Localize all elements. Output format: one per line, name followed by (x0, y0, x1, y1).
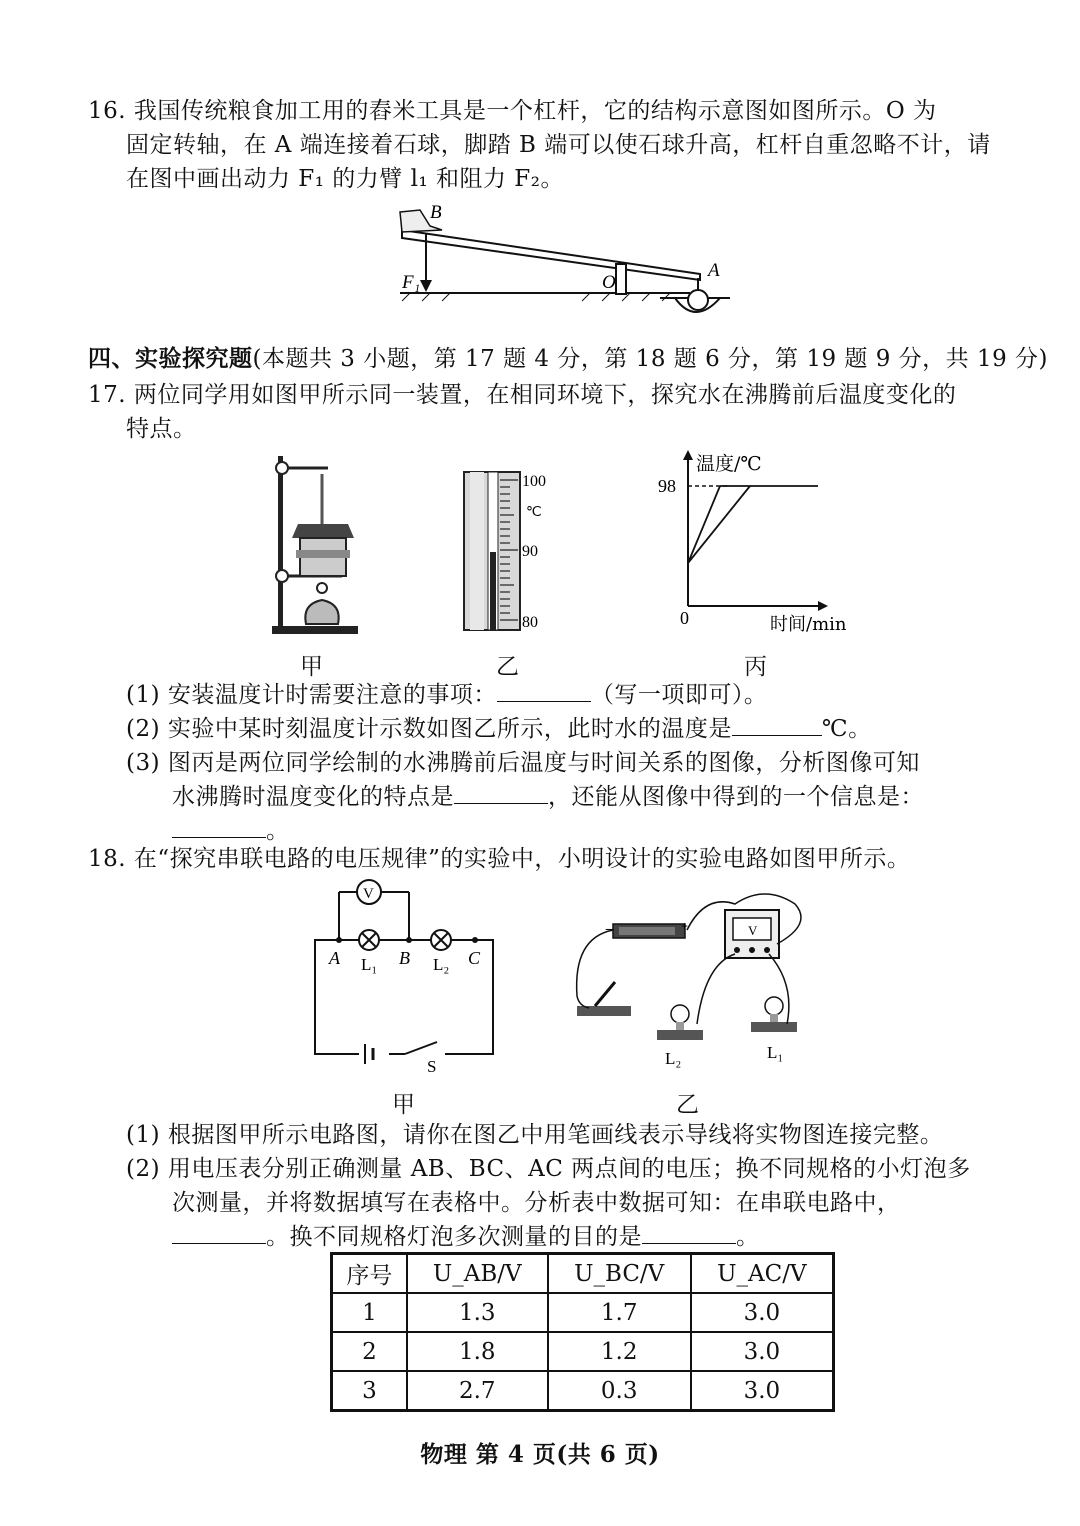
table-cell: 1.7 (548, 1293, 691, 1332)
temp-time-graph (650, 448, 870, 638)
graph-ytick: 98 (658, 476, 676, 496)
q17-line-1: 17. 两位同学用如图甲所示同一装置，在相同环境下，探究水在沸腾前后温度变化的 (88, 382, 957, 408)
q17-sub-2: (2) 实验中某时刻温度计示数如图乙所示，此时水的温度是 ℃。 (126, 712, 872, 746)
blank-4[interactable] (172, 815, 266, 838)
node-c: C (468, 948, 481, 968)
blank-5[interactable] (172, 1221, 266, 1244)
caption-yi-17: 乙 (496, 654, 519, 680)
q16-line-3: 在图中画出动力 F₁ 的力臂 l₁ 和阻力 F₂。 (126, 166, 564, 192)
label-a: A (708, 260, 720, 281)
blank-3[interactable] (454, 781, 548, 804)
table-header-row (332, 1254, 834, 1294)
table-cell: 3.0 (691, 1371, 834, 1411)
circuit-diagram (305, 872, 505, 1072)
section-4-note: (本题共 3 小题，第 17 题 4 分，第 18 题 6 分，第 19 题 9 分，共 19 分) (252, 346, 1049, 372)
lamp-l1: L₁ (361, 955, 378, 974)
thermo-80: 80 (522, 614, 538, 631)
table-cell: 2 (332, 1332, 407, 1371)
table-header: U_AB/V (407, 1254, 548, 1294)
label-f1: F₁ (402, 272, 421, 293)
table-cell: 1 (332, 1293, 407, 1332)
thermometer (460, 470, 550, 635)
graph-ylabel: 温度/℃ (696, 453, 762, 475)
q16-line-2: 固定转轴，在 A 端连接着石球，脚踏 B 端可以使石球升高，杠杆自重忽略不计，请 (126, 132, 991, 158)
blank-2[interactable] (732, 713, 822, 736)
q17-sub-1: (1) 安装温度计时需要注意的事项： （写一项即可）。 (126, 678, 767, 712)
q17-sub-3d: 。 (172, 814, 290, 848)
graph-xlabel: 时间/min (770, 614, 847, 635)
table-cell: 1.8 (407, 1332, 548, 1371)
table-row (332, 1371, 834, 1411)
q18-sub-2a: (2) 用电压表分别正确测量 AB、BC、AC 两点间的电压；换不同规格的小灯泡多 (126, 1156, 971, 1182)
boiling-apparatus (262, 446, 362, 636)
table-cell: 0.3 (548, 1371, 691, 1411)
section-4-heading (88, 342, 1048, 376)
section-4-title: 四、实验探究题 (88, 345, 253, 372)
q16-line-1: 16. 我国传统粮食加工用的舂米工具是一个杠杆，它的结构示意图如图所示。O 为 (88, 98, 937, 124)
real-voltmeter-label: V (748, 923, 758, 938)
voltmeter-label: V (363, 886, 374, 902)
q17-line-2: 特点。 (126, 416, 197, 442)
blank-6[interactable] (642, 1221, 736, 1244)
caption-yi-18: 乙 (676, 1092, 699, 1118)
caption-jia-18: 甲 (392, 1092, 415, 1118)
q17-sub-3b: 水沸腾时温度变化的特点是 ，还能从图像中得到的一个信息是： (172, 780, 924, 814)
lever-diagram (390, 198, 740, 328)
label-b: B (430, 202, 442, 223)
caption-jia-17: 甲 (300, 654, 323, 680)
caption-bing-17: 丙 (744, 654, 767, 680)
table-cell: 3 (332, 1371, 407, 1411)
table-header: U_AC/V (691, 1254, 834, 1294)
thermo-unit: ℃ (526, 505, 542, 520)
table-cell: 2.7 (407, 1371, 548, 1411)
table-cell: 1.3 (407, 1293, 548, 1332)
q17-sub-3a: (3) 图丙是两位同学绘制的水沸腾前后温度与时间关系的图像，分析图像可知 (126, 750, 920, 776)
graph-origin: 0 (680, 608, 689, 628)
table-cell: 3.0 (691, 1332, 834, 1371)
table-row (332, 1332, 834, 1371)
page-footer: 物理 第 4 页(共 6 页) (420, 1441, 660, 1468)
thermo-100: 100 (522, 473, 546, 490)
table-cell: 1.2 (548, 1332, 691, 1371)
table-header: U_BC/V (548, 1254, 691, 1294)
thermo-90: 90 (522, 543, 538, 560)
svg-text:−: − (605, 921, 614, 937)
real-lamp-l2: L₂ (665, 1049, 682, 1068)
label-o: O (602, 272, 616, 293)
switch-s: S (427, 1057, 437, 1072)
q18-sub-2b: 次测量，并将数据填写在表格中。分析表中数据可知：在串联电路中， (172, 1190, 901, 1216)
svg-text:+: + (681, 919, 689, 933)
node-a: A (329, 948, 340, 968)
table-header: 序号 (332, 1254, 407, 1294)
table-cell: 3.0 (691, 1293, 834, 1332)
real-circuit (565, 874, 815, 1074)
q18-line-1: 18. 在“探究串联电路的电压规律”的实验中，小明设计的实验电路如图甲所示。 (88, 846, 911, 872)
voltage-table (330, 1252, 835, 1412)
q18-sub-2c: 。换不同规格灯泡多次测量的目的是 。 (172, 1220, 760, 1254)
real-lamp-l1: L₁ (767, 1043, 784, 1062)
blank-1[interactable] (497, 679, 591, 702)
q18-sub-1: (1) 根据图甲所示电路图，请你在图乙中用笔画线表示导线将实物图连接完整。 (126, 1122, 944, 1148)
lamp-l2: L₂ (433, 955, 450, 974)
table-row (332, 1293, 834, 1332)
node-b: B (399, 948, 410, 968)
